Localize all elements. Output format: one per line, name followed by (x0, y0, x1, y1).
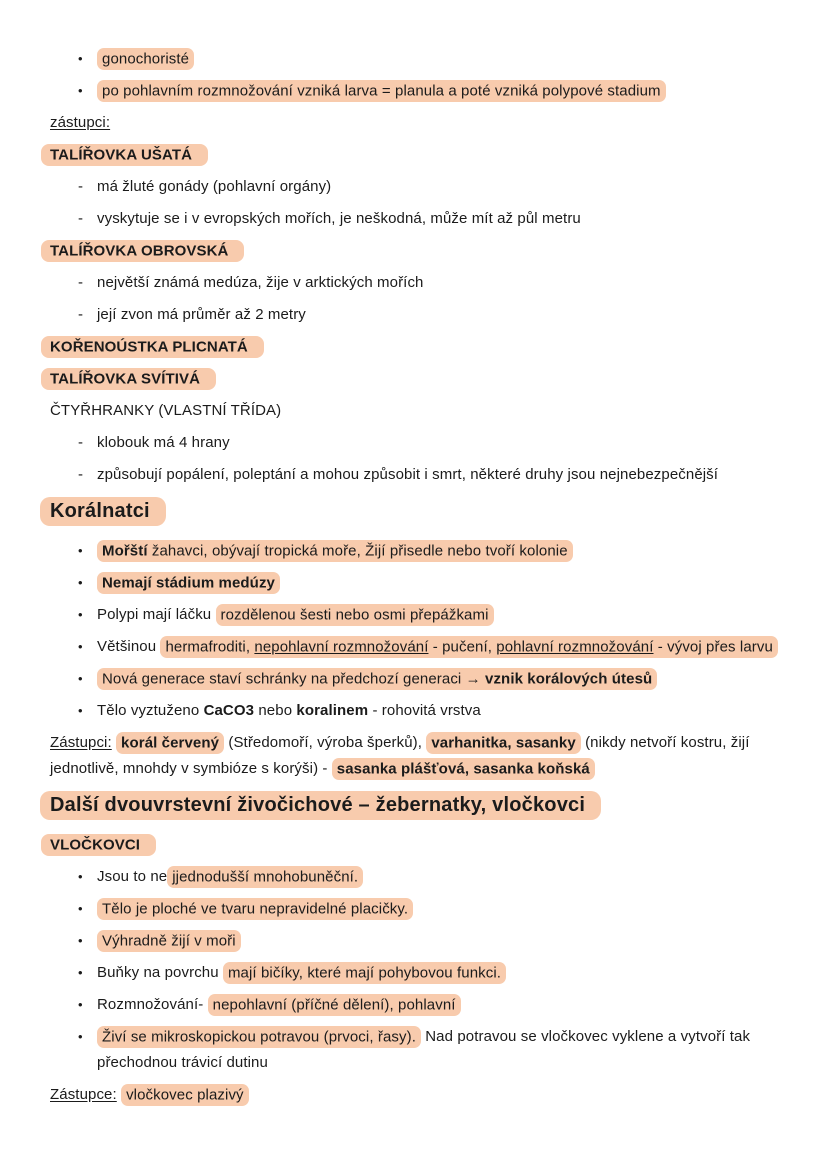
list-item-text (97, 992, 782, 1018)
bullet-item (50, 864, 782, 890)
bullet-item (50, 538, 782, 564)
text-run: Buňky na povrchu (97, 964, 223, 981)
subsection-heading (50, 334, 782, 360)
dash-item (50, 462, 782, 488)
text-run: (nikdy netvoří kostru, žijí jednotlivě, mnohdy v symbióze s korýši) - (50, 734, 750, 777)
dash-marker-icon: - (78, 210, 84, 227)
list-item-text (97, 960, 782, 986)
list-item-text (97, 928, 782, 954)
highlighted-text (41, 240, 244, 262)
text-run: TALÍŘOVKA OBROVSKÁ (50, 242, 229, 259)
text-run (224, 734, 426, 751)
subsection-heading (50, 142, 782, 168)
dash-marker-icon: - (78, 306, 84, 323)
subsection-heading (50, 832, 782, 858)
text-run: Korálnatci (50, 500, 150, 522)
text-run (97, 434, 230, 451)
text-run: vznik korálových útesů (485, 670, 653, 687)
text-run (97, 964, 223, 981)
text-run: - vývoj přes larvu (653, 638, 773, 655)
text-run (97, 996, 208, 1013)
list-item-text (97, 698, 782, 724)
text-run: vločkovec plazivý (126, 1086, 244, 1103)
highlighted-text (116, 732, 224, 754)
text-run (97, 638, 160, 655)
bullet-item (50, 698, 782, 724)
highlighted-text (41, 368, 216, 390)
text-run (97, 606, 216, 623)
highlighted-text (97, 80, 666, 102)
list-item-text (97, 462, 782, 488)
text-run: hermafroditi, (165, 638, 255, 655)
text-run: sasanka plášťová, sasanka koňská (336, 760, 590, 777)
text-run: Další dvouvrstevní živočichové – žebernatky, vločkovci (50, 794, 586, 816)
text-run: rozdělenou šesti nebo osmi přepážkami (220, 606, 489, 623)
text-run: Zástupce: (50, 1086, 117, 1103)
highlighted-text (97, 668, 657, 690)
text-run: CaCO3 (203, 702, 255, 719)
bullet-item (50, 896, 782, 922)
text-run: nepohlavní (příčné dělení), pohlavní (212, 996, 456, 1013)
highlighted-text (40, 497, 166, 526)
text-run: korál červený (121, 734, 220, 751)
text-run: - rohovitá vrstva (368, 702, 481, 719)
subsection-heading (50, 238, 782, 264)
text-run: Nad potravou se vločkovec vyklene a vytvoří tak přechodnou trávicí dutinu (97, 1028, 751, 1071)
bullet-marker-icon: • (78, 869, 83, 884)
text-run: varhanitka, sasanky (431, 734, 576, 751)
bullet-marker-icon: • (78, 703, 83, 718)
highlighted-text (121, 1084, 249, 1106)
text-run (50, 734, 116, 751)
bullet-item (50, 78, 782, 104)
text-run: nebo (254, 702, 297, 719)
list-item-text (97, 46, 782, 72)
bullet-item (50, 666, 782, 692)
subsection-heading (50, 366, 782, 392)
bullet-item (50, 928, 782, 954)
list-item-text (97, 270, 782, 296)
section-heading (50, 496, 782, 526)
text-run: koralinem (296, 702, 369, 719)
text-run (97, 466, 718, 483)
highlighted-text (223, 962, 506, 984)
text-run (97, 868, 167, 885)
highlighted-text (167, 866, 363, 888)
text-run: (Středomoří, výroba šperků), (224, 734, 427, 751)
text-run: Nová generace staví schránky na předchozí generaci → (102, 670, 486, 687)
text-run: největší známá medúza, žije v arktických mořích (97, 274, 424, 291)
bullet-marker-icon: • (78, 639, 83, 654)
paragraph (50, 110, 782, 136)
list-item-text (97, 430, 782, 456)
text-run (50, 114, 110, 131)
section-heading (50, 790, 782, 820)
text-run: Polypi mají láčku (97, 606, 216, 623)
list-item-text (97, 1024, 782, 1076)
bullet-marker-icon: • (78, 671, 83, 686)
list-item-text (97, 634, 782, 660)
text-run (97, 702, 481, 719)
text-run: má žluté gonády (pohlavní orgány) (97, 178, 332, 195)
text-run: Mořští (102, 542, 148, 559)
dash-item (50, 206, 782, 232)
dash-marker-icon: - (78, 274, 84, 291)
bullet-item (50, 960, 782, 986)
bullet-item (50, 602, 782, 628)
bullet-item (50, 1024, 782, 1076)
dash-marker-icon: - (78, 178, 84, 195)
text-run: způsobují popálení, poleptání a mohou způsobit i smrt, některé druhy jsou nejnebezpečnější (97, 466, 719, 483)
text-run (97, 178, 331, 195)
list-item-text (97, 666, 782, 692)
paragraph (50, 398, 782, 424)
list-item-text (97, 538, 782, 564)
text-run: gonochoristé (102, 50, 190, 67)
dash-marker-icon: - (78, 434, 84, 451)
text-run: její zvon má průměr až 2 metry (97, 306, 306, 323)
list-item-text (97, 896, 782, 922)
bullet-item (50, 634, 782, 660)
highlighted-text (40, 791, 601, 820)
highlighted-text (41, 144, 208, 166)
text-run: Rozmnožování- (97, 996, 208, 1013)
text-run: - pučení, (428, 638, 497, 655)
text-run (50, 1086, 121, 1103)
bullet-marker-icon: • (78, 965, 83, 980)
bullet-marker-icon: • (78, 83, 83, 98)
highlighted-text (41, 336, 264, 358)
highlighted-text (97, 1026, 421, 1048)
bullet-marker-icon: • (78, 997, 83, 1012)
text-run: zástupci: (50, 114, 111, 131)
list-item-text (97, 302, 782, 328)
highlighted-text (332, 758, 595, 780)
text-run: TALÍŘOVKA UŠATÁ (50, 146, 193, 163)
text-run: Výhradně žijí v moři (102, 932, 236, 949)
text-run (50, 402, 281, 419)
text-run: mají bičíky, které mají pohybovou funkci. (227, 964, 502, 981)
text-run: vyskytuje se i v evropských mořích, je neškodná, může mít až půl metru (97, 210, 581, 227)
text-run (97, 274, 423, 291)
dash-item (50, 270, 782, 296)
text-run: pohlavní rozmnožování (496, 638, 654, 655)
text-run: žahavci, obývají tropická moře, Žijí přisedle nebo tvoří kolonie (147, 542, 568, 559)
highlighted-text (426, 732, 581, 754)
bullet-marker-icon: • (78, 1029, 83, 1044)
dash-item (50, 174, 782, 200)
highlighted-text (97, 898, 413, 920)
highlighted-text (97, 930, 241, 952)
text-run: po pohlavním rozmnožování vzniká larva = planula a poté vzniká polypové stadium (102, 82, 661, 99)
text-run: klobouk má 4 hrany (97, 434, 230, 451)
dash-marker-icon: - (78, 466, 84, 483)
text-run: Tělo vyztuženo (97, 702, 204, 719)
list-item-text (97, 602, 782, 628)
list-item-text (97, 78, 782, 104)
highlighted-text (208, 994, 461, 1016)
paragraph (50, 730, 782, 782)
text-run: Nemají stádium medúzy (102, 574, 275, 591)
bullet-item (50, 992, 782, 1018)
bullet-marker-icon: • (78, 575, 83, 590)
text-run: VLOČKOVCI (50, 836, 141, 853)
bullet-marker-icon: • (78, 607, 83, 622)
dash-item (50, 302, 782, 328)
list-item-text (97, 570, 782, 596)
highlighted-text (216, 604, 494, 626)
highlighted-text (41, 834, 156, 856)
text-run: nepohlavní rozmnožování (254, 638, 429, 655)
text-run (97, 306, 306, 323)
text-run: Jsou to ne (97, 868, 168, 885)
text-run: ČTYŘHRANKY (VLASTNÍ TŘÍDA) (50, 402, 282, 419)
text-run: Tělo je ploché ve tvaru nepravidelné placičky. (102, 900, 409, 917)
text-run (97, 210, 581, 227)
highlighted-text (97, 572, 280, 594)
highlighted-text (160, 636, 777, 658)
list-item-text (97, 174, 782, 200)
bullet-marker-icon: • (78, 543, 83, 558)
text-run: Zástupci: (50, 734, 112, 751)
bullet-item (50, 46, 782, 72)
text-run: Živí se mikroskopickou potravou (prvoci, řasy). (102, 1028, 416, 1045)
highlighted-text (97, 540, 573, 562)
list-item-text (97, 206, 782, 232)
dash-item (50, 430, 782, 456)
highlighted-text (97, 48, 194, 70)
text-run: TALÍŘOVKA SVÍTIVÁ (50, 370, 201, 387)
text-run: Většinou (97, 638, 161, 655)
bullet-item (50, 570, 782, 596)
paragraph (50, 1082, 782, 1108)
text-run: jjednodušší mnohobuněční. (172, 868, 359, 885)
text-run: KOŘENOÚSTKA PLICNATÁ (50, 338, 248, 355)
bullet-marker-icon: • (78, 901, 83, 916)
bullet-marker-icon: • (78, 51, 83, 66)
list-item-text (97, 864, 782, 890)
bullet-marker-icon: • (78, 933, 83, 948)
